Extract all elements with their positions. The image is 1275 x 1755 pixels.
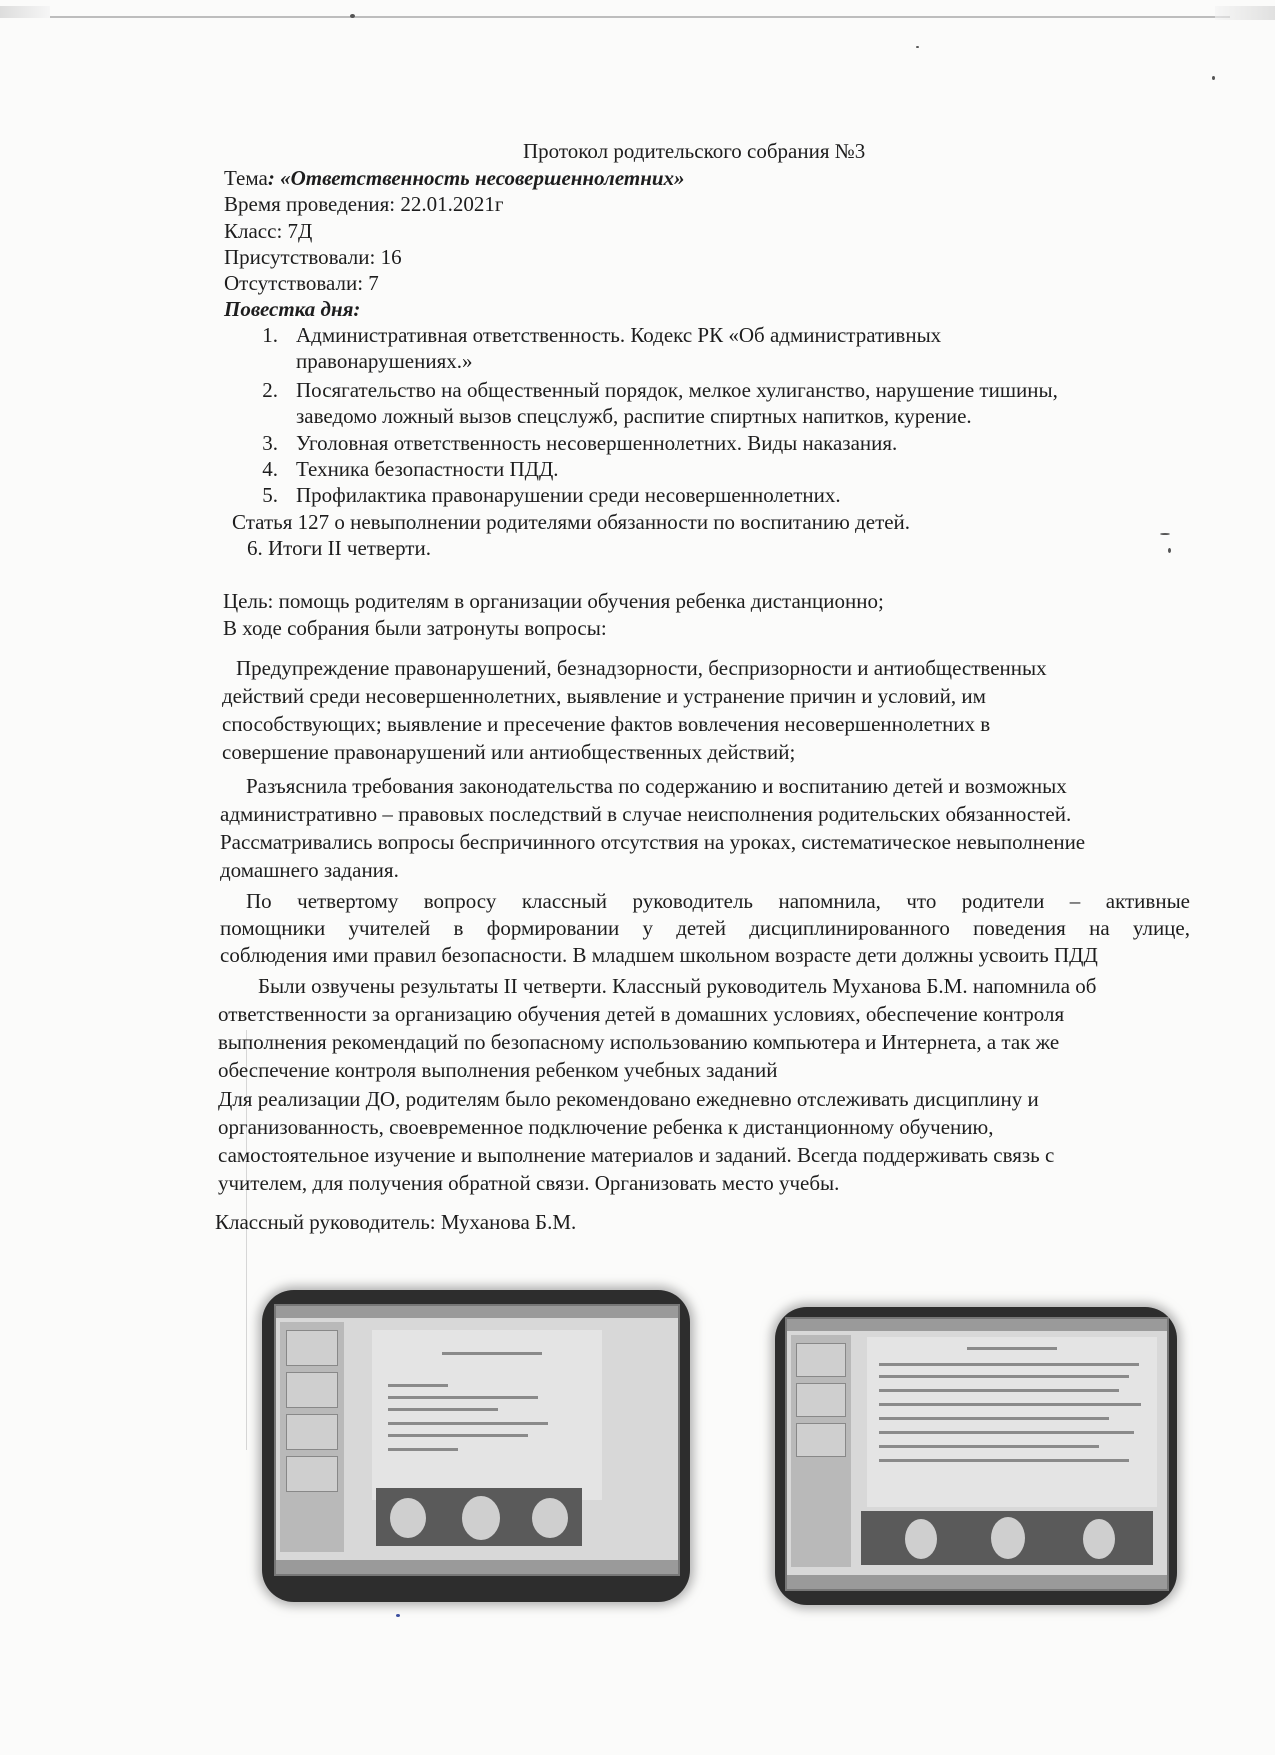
meeting-goal: Цель: помощь родителям в организации обучения ребенка дистанционно; xyxy=(223,589,884,613)
video-participants-strip xyxy=(376,1488,582,1546)
paragraph-line: самостоятельное изучение и выполнение материалов и заданий. Всегда поддерживать связь с xyxy=(218,1143,1055,1167)
scan-speck xyxy=(350,14,355,18)
agenda-item-number: 3. xyxy=(262,431,278,455)
slide-text-line xyxy=(442,1352,542,1355)
paragraph-line: Предупреждение правонарушений, безнадзорности, беспризорности и антиобщественных xyxy=(236,656,1047,680)
participant-face xyxy=(390,1498,426,1538)
presentation-slide xyxy=(372,1330,602,1500)
slide-thumbnail xyxy=(796,1423,846,1457)
participant-face xyxy=(532,1498,568,1538)
topic-label: Тема xyxy=(224,166,268,190)
paragraph-line: домашнего задания. xyxy=(220,858,399,882)
slide-thumbnail xyxy=(796,1383,846,1417)
scan-edge-left xyxy=(0,6,50,18)
agenda-item-number: 1. xyxy=(262,323,278,347)
paragraph-line: Разъяснила требования законодательства по содержанию и воспитанию детей и возможных xyxy=(246,774,1067,798)
agenda-item-number: 4. xyxy=(262,457,278,481)
agenda-item-text: Уголовная ответственность несовершеннолетних. Виды наказания. xyxy=(296,431,898,455)
taskbar xyxy=(276,1560,678,1574)
slide-text-line xyxy=(388,1408,498,1411)
scan-speck xyxy=(396,1614,400,1617)
paragraph-line: Рассматривались вопросы беспричинного отсутствия на уроках, систематическое невыполнение xyxy=(220,830,1086,854)
participant-face xyxy=(462,1496,500,1540)
slide-text-line xyxy=(879,1403,1141,1406)
presentation-slide xyxy=(867,1337,1157,1507)
scan-speck xyxy=(1212,76,1215,80)
topic-value: : «Ответственность несовершеннолетних» xyxy=(267,166,685,190)
signature-line: Классный руководитель: Муханова Б.М. xyxy=(215,1210,577,1234)
laptop-screen xyxy=(274,1304,680,1576)
agenda-article: Статья 127 о невыполнении родителями обязанности по воспитанию детей. xyxy=(232,510,911,534)
paragraph-line: административно – правовых последствий в случае неисполнения родительских обязанностей. xyxy=(220,802,1072,826)
agenda-item-number: 5. xyxy=(262,483,278,507)
scan-speck xyxy=(916,46,919,48)
taskbar xyxy=(787,1575,1167,1589)
paragraph-line: выполнения рекомендаций по безопасному использованию компьютера и Интернета, а так же xyxy=(218,1030,1060,1054)
questions-intro: В ходе собрания были затронуты вопросы: xyxy=(223,616,607,640)
paragraph-line: организованность, своевременное подключение ребенка к дистанционному обучению, xyxy=(218,1115,994,1139)
slide-text-line xyxy=(879,1363,1139,1366)
agenda-item-number: 2. xyxy=(262,378,278,402)
class-name: Класс: 7Д xyxy=(224,219,313,243)
paragraph-line: Были озвучены результаты II четверти. Классный руководитель Муханова Б.М. напомнила об xyxy=(258,974,1097,998)
laptop-screen xyxy=(785,1317,1169,1591)
scan-speck xyxy=(1160,533,1170,535)
paragraph-line: обеспечение контроля выполнения ребенком учебных заданий xyxy=(218,1058,778,1082)
slide-text-line xyxy=(388,1396,538,1399)
agenda-item-text: Административная ответственность. Кодекс РК «Об административных xyxy=(296,323,942,347)
video-participants-strip xyxy=(861,1511,1153,1565)
slide-text-line xyxy=(879,1445,1099,1448)
slide-thumbnail xyxy=(286,1330,338,1366)
paragraph-line: учителем, для получения обратной связи. Организовать место учебы. xyxy=(218,1171,840,1195)
participant-face xyxy=(1083,1519,1115,1559)
window-titlebar xyxy=(787,1319,1167,1331)
meeting-photo-2 xyxy=(775,1307,1177,1605)
slide-text-line xyxy=(879,1417,1109,1420)
slide-text-line xyxy=(879,1459,1129,1462)
slide-thumbnails xyxy=(280,1322,344,1552)
agenda-item-text: заведомо ложный вызов спецслужб, распитие спиртных напитков, курение. xyxy=(296,404,972,428)
agenda-heading: Повестка дня: xyxy=(224,297,361,321)
slide-text-line xyxy=(967,1347,1057,1350)
slide-thumbnail xyxy=(286,1414,338,1450)
slide-thumbnails xyxy=(791,1335,851,1567)
agenda-item-6: 6. Итоги II четверти. xyxy=(247,536,431,560)
participant-face xyxy=(905,1519,937,1559)
scan-edge-right xyxy=(1215,6,1275,20)
participant-face xyxy=(991,1517,1025,1559)
slide-text-line xyxy=(388,1384,448,1387)
present-count: Присутствовали: 16 xyxy=(224,245,402,269)
agenda-item-text: Техника безопастности ПДД. xyxy=(296,457,559,481)
agenda-item-text: Профилактика правонарушении среди несовершеннолетних. xyxy=(296,483,841,507)
slide-thumbnail xyxy=(286,1456,338,1492)
paragraph-line: По четвертому вопросу классный руководитель напомнила, что родители – активные xyxy=(246,889,1190,913)
document-title: Протокол родительского собрания №3 xyxy=(523,139,866,163)
paragraph-line: ответственности за организацию обучения детей в домашних условиях, обеспечение контроля xyxy=(218,1002,1065,1026)
agenda-item-text: правонарушениях.» xyxy=(296,349,473,373)
window-titlebar xyxy=(276,1306,678,1318)
slide-text-line xyxy=(388,1422,548,1425)
topic-line xyxy=(224,166,685,190)
paragraph-line: действий среди несовершеннолетних, выявление и устранение причин и условий, им xyxy=(222,684,986,708)
paragraph-line: способствующих; выявление и пресечение фактов вовлечения несовершеннолетних в xyxy=(222,712,991,736)
agenda-item-text: Посягательство на общественный порядок, мелкое хулиганство, нарушение тишины, xyxy=(296,378,1058,402)
slide-text-line xyxy=(879,1375,1129,1378)
scan-speck xyxy=(1168,548,1171,553)
paragraph-line: помощники учителей в формировании у детей дисциплинированного поведения на улице, xyxy=(220,916,1190,940)
meeting-photo-1 xyxy=(262,1290,690,1602)
paragraph-line: Для реализации ДО, родителям было рекомендовано ежедневно отслеживать дисциплину и xyxy=(218,1087,1039,1111)
scan-edge-line xyxy=(50,16,1230,18)
absent-count: Отсутствовали: 7 xyxy=(224,271,379,295)
paragraph-line: совершение правонарушений или антиобщественных действий; xyxy=(222,740,796,764)
meeting-date: Время проведения: 22.01.2021г xyxy=(224,192,504,216)
slide-text-line xyxy=(388,1434,528,1437)
slide-text-line xyxy=(388,1448,458,1451)
slide-text-line xyxy=(879,1389,1119,1392)
slide-thumbnail xyxy=(796,1343,846,1377)
slide-thumbnail xyxy=(286,1372,338,1408)
slide-text-line xyxy=(879,1431,1134,1434)
paragraph-line: соблюдения ими правил безопасности. В младшем школьном возрасте дети должны усвоить ПДД xyxy=(220,943,1098,967)
